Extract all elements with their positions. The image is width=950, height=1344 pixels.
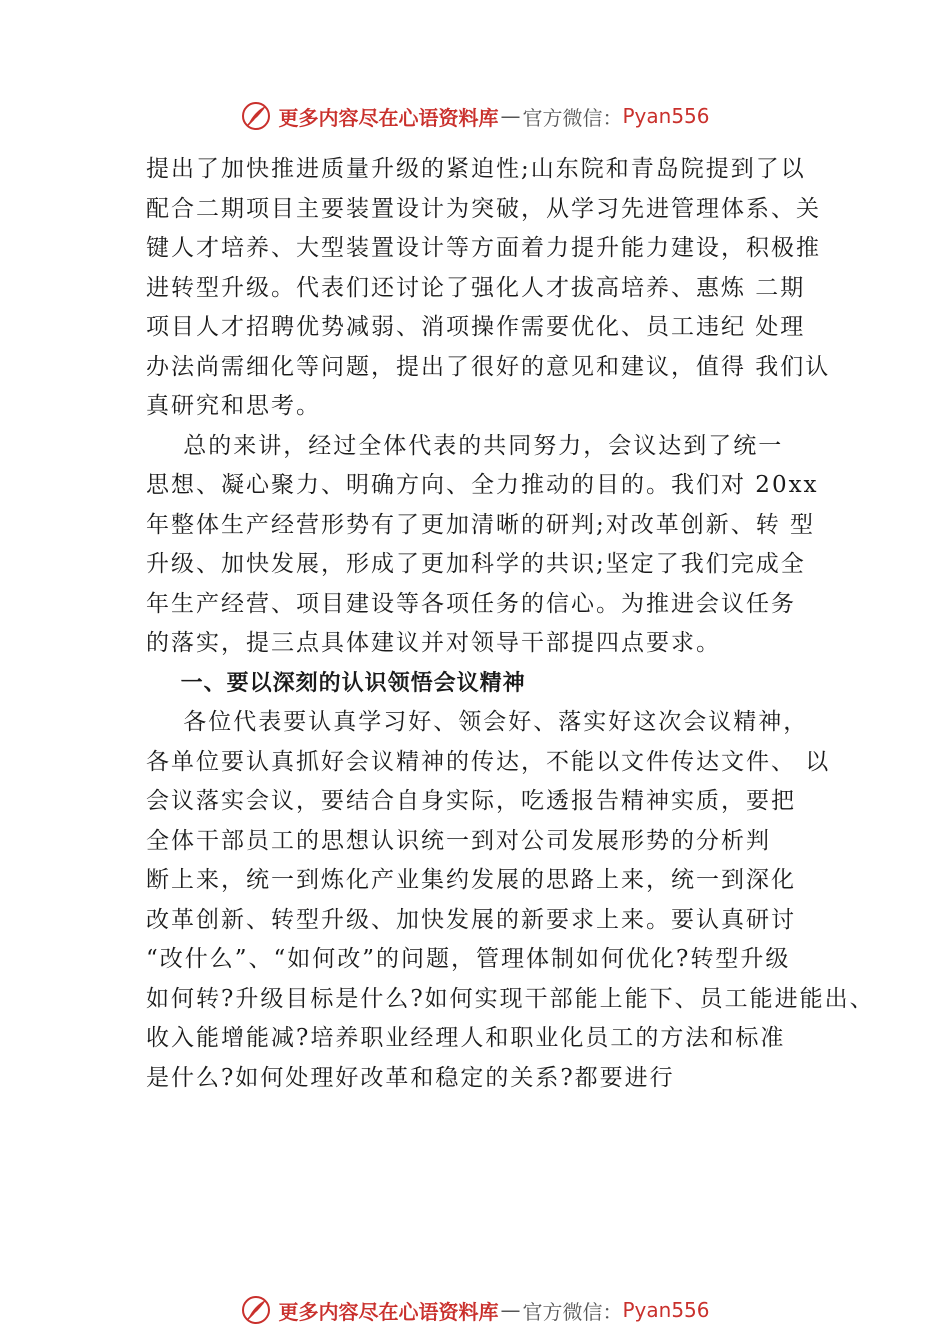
text-line: 是什么?如何处理好改革和稳定的关系?都要进行 (146, 1064, 675, 1091)
watermark-wechat-id: Pyan556 (622, 104, 710, 128)
text-line: 断上来，统一到炼化产业集约发展的思路上来，统一到深化 (146, 867, 796, 893)
text-line: 提出了加快推进质量升级的紧迫性;山东院和青岛院提到了以 (146, 156, 806, 182)
text-line: 如何转?升级目标是什么?如何实现干部能上能下、员工能进能出、 (146, 985, 875, 1012)
watermark-header (0, 96, 950, 136)
text-line: 年整体生产经营形势有了更加清晰的研判;对改革创新、转 型 (146, 511, 816, 538)
watermark-brand: 更多内容尽在心语资料库 (278, 1299, 499, 1324)
text-line: 的落实，提三点具体建议并对领导干部提四点要求。 (146, 630, 721, 656)
text-line: 真研究和思考。 (146, 393, 321, 419)
text-line: 键人才培养、大型装置设计等方面着力提升能力建设，积极推 (146, 235, 821, 261)
text-line: 会议落实会议，要结合自身实际，吃透报告精神实质，要把 (146, 788, 796, 814)
text-line: 思想、凝心聚力、明确方向、全力推动的目的。我们对 20xx (146, 472, 819, 498)
watermark-wechat-id: Pyan556 (622, 1298, 710, 1322)
document-body (146, 150, 875, 1098)
section-heading: 一、要以深刻的认识领悟会议精神 (146, 670, 526, 696)
text-line: 全体干部员工的思想认识统一到对公司发展形势的分析判 (146, 827, 771, 854)
watermark-official-label: 官方微信： (522, 105, 623, 130)
quill-logo-icon (240, 1294, 272, 1326)
text-line: 收入能增能减?培养职业经理人和职业化员工的方法和标准 (146, 1025, 786, 1051)
text-line: 进转型升级。代表们还讨论了强化人才拔高培养、惠炼 二期 (146, 274, 806, 301)
watermark-dash: — (500, 104, 521, 128)
text-line: 配合二期项目主要装置设计为突破，从学习先进管理体系、关 (146, 195, 821, 222)
text-line: 总的来讲，经过全体代表的共同努力，会议达到了统一 (146, 432, 784, 459)
watermark-official-label: 官方微信： (522, 1299, 623, 1324)
text-line: 各位代表要认真学习好、领会好、落实好这次会议精神， (146, 709, 809, 735)
text-line: 项目人才招聘优势减弱、消项操作需要优化、员工违纪 处理 (146, 314, 806, 340)
watermark-dash: — (500, 1298, 521, 1322)
text-line: 升级、加快发展，形成了更加科学的共识;坚定了我们完成全 (146, 551, 806, 577)
text-line: 办法尚需细化等问题，提出了很好的意见和建议，值得 我们认 (146, 353, 831, 380)
quill-logo-icon (240, 100, 272, 132)
watermark-footer (0, 1290, 950, 1330)
watermark-brand: 更多内容尽在心语资料库 (278, 105, 499, 130)
text-line: 年生产经营、项目建设等各项任务的信心。为推进会议任务 (146, 590, 796, 617)
text-line: “改什么”、“如何改”的问题，管理体制如何优化?转型升级 (146, 946, 791, 972)
text-line: 各单位要认真抓好会议精神的传达，不能以文件传达文件、 以 (146, 748, 831, 775)
text-line: 改革创新、转型升级、加快发展的新要求上来。要认真研讨 (146, 906, 796, 933)
